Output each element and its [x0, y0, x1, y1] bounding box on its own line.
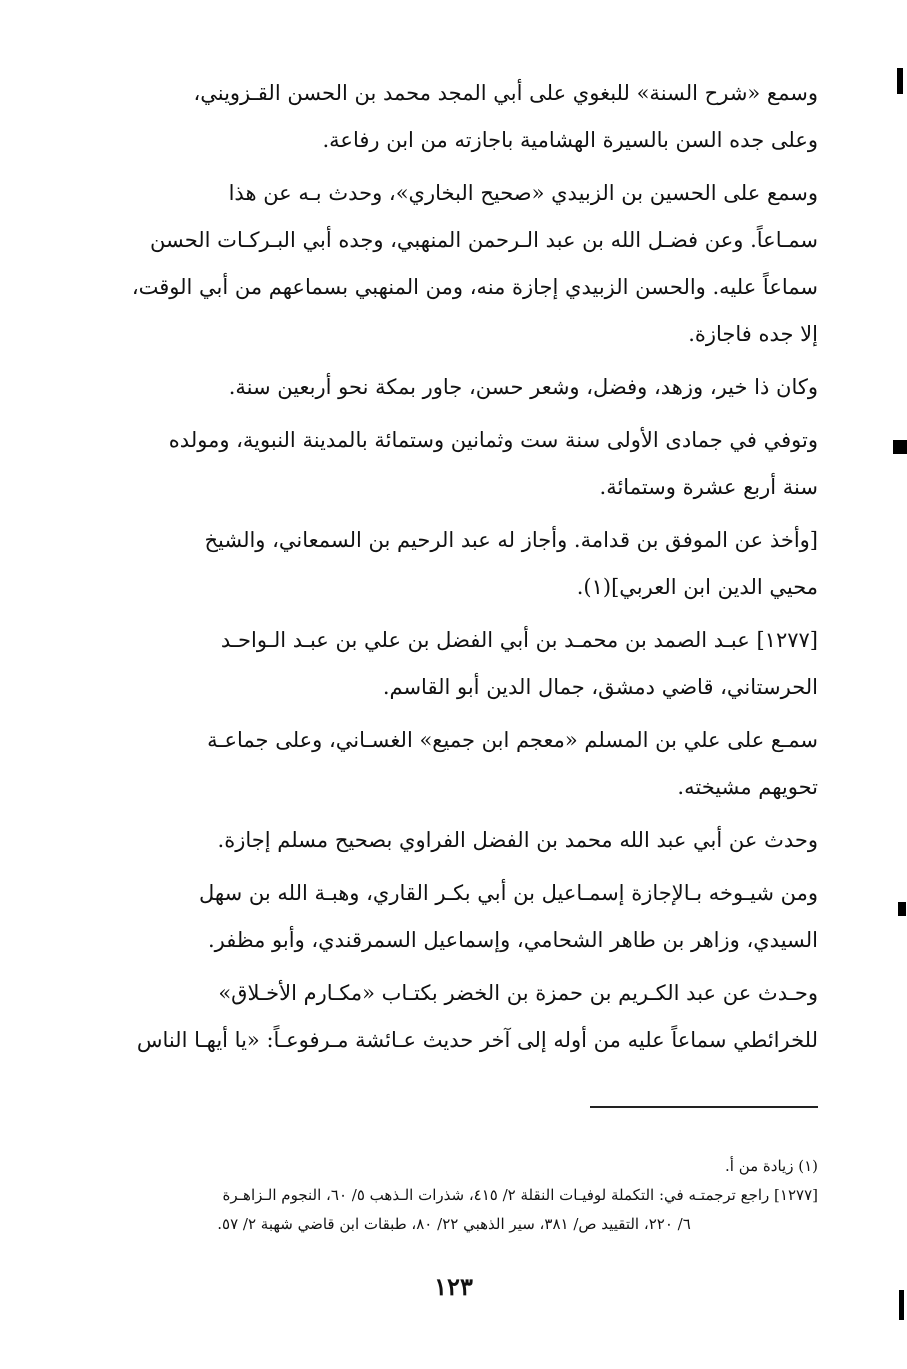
text-line: سمـاعاً. وعن فضـل الله بن عبد الـرحمن المنهبي، وجده أبي البـركـات الحسن — [149, 228, 818, 252]
scan-edge-mark — [897, 68, 903, 94]
paragraph-2 — [90, 170, 818, 358]
scan-edge-mark — [898, 902, 906, 916]
text-line: وسمع «شرح السنة» للبغوي على أبي المجد محمد بن الحسن القـزويني، — [193, 81, 818, 105]
text-line: الحرستاني، قاضي دمشق، جمال الدين أبو القاسم. — [382, 675, 818, 699]
paragraph-8 — [90, 817, 818, 864]
text-line: للخرائطي سماعاً عليه من أوله إلى آخر حديث عـائشة مـرفوعـاً: «يا أيهـا الناس — [136, 1028, 818, 1052]
text-line: وكان ذا خير، وزهد، وفضل، وشعر حسن، جاور بمكة نحو أربعين سنة. — [228, 375, 818, 399]
footnote-1277: [١٢٧٧] راجع ترجمتـه في: التكملة لوفيـات النقلة ٢/ ٤١٥، شذرات الـذهب ٥/ ٦٠، النجوم الـزاهـرة — [222, 1186, 818, 1204]
paragraph-7 — [90, 717, 818, 811]
text-line: إلا جده فاجازة. — [688, 322, 818, 346]
page-number: ١٢٣ — [434, 1272, 473, 1301]
paragraph-1 — [90, 70, 818, 164]
text-line: وحدث عن أبي عبد الله محمد بن الفضل الفراوي بصحيح مسلم إجازة. — [217, 828, 818, 852]
entry-1277-heading — [90, 617, 818, 711]
paragraph-4 — [90, 417, 818, 511]
footnote-separator — [590, 1106, 818, 1108]
page-body — [90, 70, 818, 1070]
text-line: [١٢٧٧] عبـد الصمد بن محمـد بن أبي الفضل بن علي بن عبـد الـواحـد — [220, 628, 818, 652]
scan-edge-mark — [899, 1290, 904, 1320]
text-line: وسمع على الحسين بن الزبيدي «صحيح البخاري»، وحدث بـه عن هذا — [228, 181, 818, 205]
footnote-1: (١) زيادة من أ. — [725, 1157, 818, 1175]
paragraph-3 — [90, 364, 818, 411]
text-line: وحـدث عن عبد الكـريم بن حمزة بن الخضر بكتـاب «مكـارم الأخـلاق» — [218, 981, 818, 1005]
text-line: سماعاً عليه. والحسن الزبيدي إجازة منه، ومن المنهبي بسماعهم من أبي الوقت، — [131, 275, 818, 299]
scan-edge-mark — [893, 440, 907, 454]
text-line: [وأخذ عن الموفق بن قدامة. وأجاز له عبد الرحيم بن السمعاني، والشيخ — [204, 528, 818, 552]
text-line: محيي الدين ابن العربي](١). — [576, 575, 818, 599]
text-line: السيدي، وزاهر بن طاهر الشحامي، وإسماعيل السمرقندي، وأبو مظفر. — [208, 928, 818, 952]
footnotes — [90, 1152, 818, 1239]
paragraph-5 — [90, 517, 818, 611]
text-line: وتوفي في جمادى الأولى سنة ست وثمانين وستمائة بالمدينة النبوية، ومولده — [168, 428, 818, 452]
footnote-1277-continued: ٦/ ٢٢٠، التقييد ص/ ٣٨١، سير الذهبي ٢٢/ ٨٠، طبقات ابن قاضي شهبة ٢/ ٥٧. — [217, 1215, 691, 1233]
text-line: سمـع على علي بن المسلم «معجم ابن جميع» الغسـاني، وعلى جماعـة — [207, 728, 818, 752]
text-line: سنة أربع عشرة وستمائة. — [599, 475, 818, 499]
text-line: ومن شيـوخه بـالإجازة إسمـاعيل بن أبي بكـر القاري، وهبـة الله بن سهل — [199, 881, 818, 905]
text-line: تحويهم مشيخته. — [677, 775, 818, 799]
text-line: وعلى جده السن بالسيرة الهشامية باجازته من ابن رفاعة. — [322, 128, 818, 152]
paragraph-10 — [90, 970, 818, 1064]
paragraph-9 — [90, 870, 818, 964]
